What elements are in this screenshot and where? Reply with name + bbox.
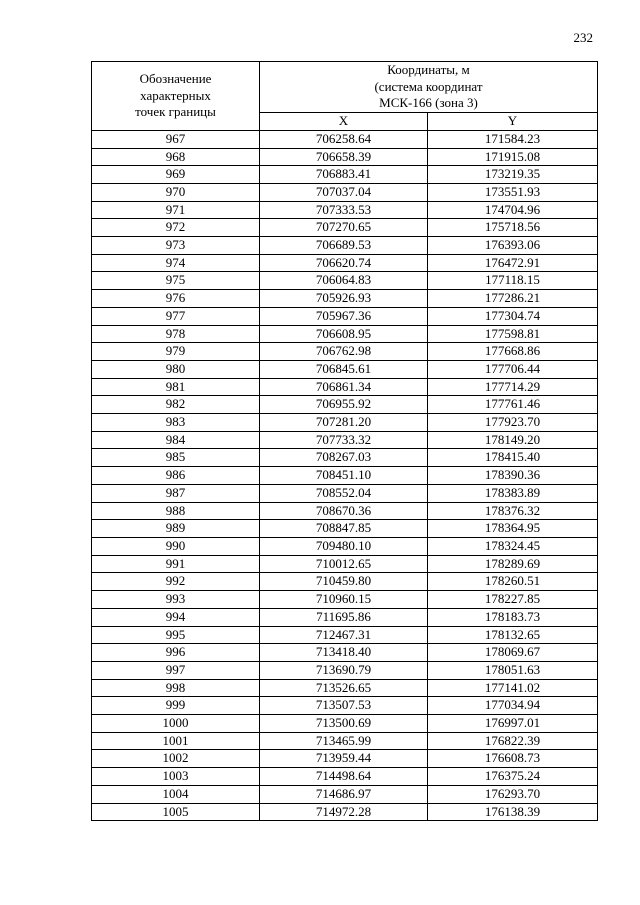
cell-point: 985 bbox=[92, 449, 260, 467]
cell-y: 177706.44 bbox=[428, 360, 598, 378]
cell-y: 175718.56 bbox=[428, 219, 598, 237]
cell-x: 714686.97 bbox=[260, 785, 428, 803]
cell-y: 178390.36 bbox=[428, 467, 598, 485]
cell-x: 707037.04 bbox=[260, 183, 428, 201]
cell-x: 706620.74 bbox=[260, 254, 428, 272]
cell-point: 967 bbox=[92, 130, 260, 148]
cell-y: 178069.67 bbox=[428, 644, 598, 662]
header-points: Обозначение характерных точек границы bbox=[92, 62, 260, 131]
cell-y: 177141.02 bbox=[428, 679, 598, 697]
table-row bbox=[92, 449, 598, 467]
table-body bbox=[92, 130, 598, 820]
table-row bbox=[92, 573, 598, 591]
cell-y: 176608.73 bbox=[428, 750, 598, 768]
cell-y: 176393.06 bbox=[428, 237, 598, 255]
cell-point: 969 bbox=[92, 166, 260, 184]
table-row bbox=[92, 644, 598, 662]
table-row bbox=[92, 148, 598, 166]
cell-point: 999 bbox=[92, 697, 260, 715]
table-row bbox=[92, 378, 598, 396]
cell-point: 983 bbox=[92, 414, 260, 432]
cell-x: 705967.36 bbox=[260, 307, 428, 325]
cell-x: 708552.04 bbox=[260, 484, 428, 502]
cell-y: 177714.29 bbox=[428, 378, 598, 396]
table-row bbox=[92, 343, 598, 361]
cell-point: 1000 bbox=[92, 715, 260, 733]
cell-x: 706883.41 bbox=[260, 166, 428, 184]
cell-y: 174704.96 bbox=[428, 201, 598, 219]
table-row bbox=[92, 183, 598, 201]
cell-y: 171915.08 bbox=[428, 148, 598, 166]
table-row bbox=[92, 732, 598, 750]
cell-point: 998 bbox=[92, 679, 260, 697]
cell-y: 177598.81 bbox=[428, 325, 598, 343]
table-row bbox=[92, 290, 598, 308]
table-row bbox=[92, 520, 598, 538]
cell-y: 178183.73 bbox=[428, 608, 598, 626]
table-row bbox=[92, 591, 598, 609]
cell-y: 176822.39 bbox=[428, 732, 598, 750]
cell-y: 176138.39 bbox=[428, 803, 598, 821]
coordinates-table bbox=[91, 61, 598, 821]
cell-x: 707333.53 bbox=[260, 201, 428, 219]
cell-point: 970 bbox=[92, 183, 260, 201]
cell-x: 706064.83 bbox=[260, 272, 428, 290]
cell-y: 178260.51 bbox=[428, 573, 598, 591]
cell-y: 177668.86 bbox=[428, 343, 598, 361]
table-row bbox=[92, 325, 598, 343]
table-row bbox=[92, 360, 598, 378]
cell-y: 173551.93 bbox=[428, 183, 598, 201]
table-row bbox=[92, 697, 598, 715]
cell-point: 981 bbox=[92, 378, 260, 396]
cell-y: 173219.35 bbox=[428, 166, 598, 184]
table-row bbox=[92, 396, 598, 414]
table-row bbox=[92, 768, 598, 786]
table-header bbox=[92, 62, 598, 131]
cell-x: 706762.98 bbox=[260, 343, 428, 361]
table-row bbox=[92, 661, 598, 679]
cell-x: 707270.65 bbox=[260, 219, 428, 237]
table-row bbox=[92, 750, 598, 768]
cell-point: 971 bbox=[92, 201, 260, 219]
cell-y: 178383.89 bbox=[428, 484, 598, 502]
cell-x: 710960.15 bbox=[260, 591, 428, 609]
cell-x: 708670.36 bbox=[260, 502, 428, 520]
cell-point: 991 bbox=[92, 555, 260, 573]
cell-y: 177923.70 bbox=[428, 414, 598, 432]
cell-x: 714972.28 bbox=[260, 803, 428, 821]
cell-x: 713465.99 bbox=[260, 732, 428, 750]
cell-point: 975 bbox=[92, 272, 260, 290]
cell-y: 177286.21 bbox=[428, 290, 598, 308]
table-row bbox=[92, 803, 598, 821]
cell-point: 995 bbox=[92, 626, 260, 644]
cell-y: 178149.20 bbox=[428, 431, 598, 449]
cell-x: 713500.69 bbox=[260, 715, 428, 733]
cell-x: 711695.86 bbox=[260, 608, 428, 626]
cell-y: 177034.94 bbox=[428, 697, 598, 715]
cell-point: 993 bbox=[92, 591, 260, 609]
cell-x: 706258.64 bbox=[260, 130, 428, 148]
cell-y: 176472.91 bbox=[428, 254, 598, 272]
table-row bbox=[92, 272, 598, 290]
cell-y: 177304.74 bbox=[428, 307, 598, 325]
table-row bbox=[92, 201, 598, 219]
cell-point: 988 bbox=[92, 502, 260, 520]
cell-x: 708847.85 bbox=[260, 520, 428, 538]
cell-x: 713507.53 bbox=[260, 697, 428, 715]
table-row bbox=[92, 431, 598, 449]
cell-x: 707733.32 bbox=[260, 431, 428, 449]
cell-y: 178415.40 bbox=[428, 449, 598, 467]
cell-point: 980 bbox=[92, 360, 260, 378]
cell-point: 990 bbox=[92, 537, 260, 555]
cell-y: 178289.69 bbox=[428, 555, 598, 573]
cell-x: 710012.65 bbox=[260, 555, 428, 573]
cell-x: 712467.31 bbox=[260, 626, 428, 644]
header-x: X bbox=[260, 113, 428, 131]
cell-point: 1003 bbox=[92, 768, 260, 786]
cell-point: 972 bbox=[92, 219, 260, 237]
table-row bbox=[92, 467, 598, 485]
cell-x: 708267.03 bbox=[260, 449, 428, 467]
cell-point: 996 bbox=[92, 644, 260, 662]
cell-point: 973 bbox=[92, 237, 260, 255]
cell-point: 994 bbox=[92, 608, 260, 626]
cell-point: 1005 bbox=[92, 803, 260, 821]
cell-point: 982 bbox=[92, 396, 260, 414]
cell-x: 714498.64 bbox=[260, 768, 428, 786]
table-row bbox=[92, 715, 598, 733]
table-row bbox=[92, 502, 598, 520]
cell-y: 177118.15 bbox=[428, 272, 598, 290]
cell-x: 706861.34 bbox=[260, 378, 428, 396]
table-row bbox=[92, 237, 598, 255]
cell-x: 706608.95 bbox=[260, 325, 428, 343]
header-y: Y bbox=[428, 113, 598, 131]
cell-x: 713690.79 bbox=[260, 661, 428, 679]
table-row bbox=[92, 679, 598, 697]
cell-point: 987 bbox=[92, 484, 260, 502]
cell-point: 976 bbox=[92, 290, 260, 308]
cell-point: 1001 bbox=[92, 732, 260, 750]
cell-x: 706689.53 bbox=[260, 237, 428, 255]
header-coordinates: Координаты, м (система координат МСК-166 (зона 3) bbox=[260, 62, 598, 113]
cell-x: 708451.10 bbox=[260, 467, 428, 485]
table-row bbox=[92, 254, 598, 272]
cell-y: 178324.45 bbox=[428, 537, 598, 555]
cell-y: 178051.63 bbox=[428, 661, 598, 679]
table-row bbox=[92, 130, 598, 148]
cell-x: 713959.44 bbox=[260, 750, 428, 768]
cell-y: 176293.70 bbox=[428, 785, 598, 803]
cell-y: 177761.46 bbox=[428, 396, 598, 414]
table-row bbox=[92, 414, 598, 432]
cell-x: 706845.61 bbox=[260, 360, 428, 378]
cell-point: 984 bbox=[92, 431, 260, 449]
cell-y: 178364.95 bbox=[428, 520, 598, 538]
cell-point: 997 bbox=[92, 661, 260, 679]
cell-y: 178376.32 bbox=[428, 502, 598, 520]
cell-y: 171584.23 bbox=[428, 130, 598, 148]
cell-point: 968 bbox=[92, 148, 260, 166]
cell-x: 707281.20 bbox=[260, 414, 428, 432]
table-row bbox=[92, 307, 598, 325]
table-row bbox=[92, 626, 598, 644]
cell-point: 978 bbox=[92, 325, 260, 343]
cell-x: 713418.40 bbox=[260, 644, 428, 662]
cell-point: 1002 bbox=[92, 750, 260, 768]
cell-point: 974 bbox=[92, 254, 260, 272]
cell-point: 992 bbox=[92, 573, 260, 591]
cell-point: 977 bbox=[92, 307, 260, 325]
table-row bbox=[92, 219, 598, 237]
cell-y: 176997.01 bbox=[428, 715, 598, 733]
page-number: 232 bbox=[573, 30, 593, 45]
table-row bbox=[92, 484, 598, 502]
cell-x: 709480.10 bbox=[260, 537, 428, 555]
cell-x: 713526.65 bbox=[260, 679, 428, 697]
cell-point: 989 bbox=[92, 520, 260, 538]
cell-point: 979 bbox=[92, 343, 260, 361]
table-row bbox=[92, 785, 598, 803]
cell-x: 705926.93 bbox=[260, 290, 428, 308]
cell-y: 176375.24 bbox=[428, 768, 598, 786]
cell-x: 706658.39 bbox=[260, 148, 428, 166]
cell-point: 1004 bbox=[92, 785, 260, 803]
cell-y: 178132.65 bbox=[428, 626, 598, 644]
cell-y: 178227.85 bbox=[428, 591, 598, 609]
cell-point: 986 bbox=[92, 467, 260, 485]
table-row bbox=[92, 166, 598, 184]
cell-x: 710459.80 bbox=[260, 573, 428, 591]
table-row bbox=[92, 555, 598, 573]
table-row bbox=[92, 537, 598, 555]
cell-x: 706955.92 bbox=[260, 396, 428, 414]
table-row bbox=[92, 608, 598, 626]
